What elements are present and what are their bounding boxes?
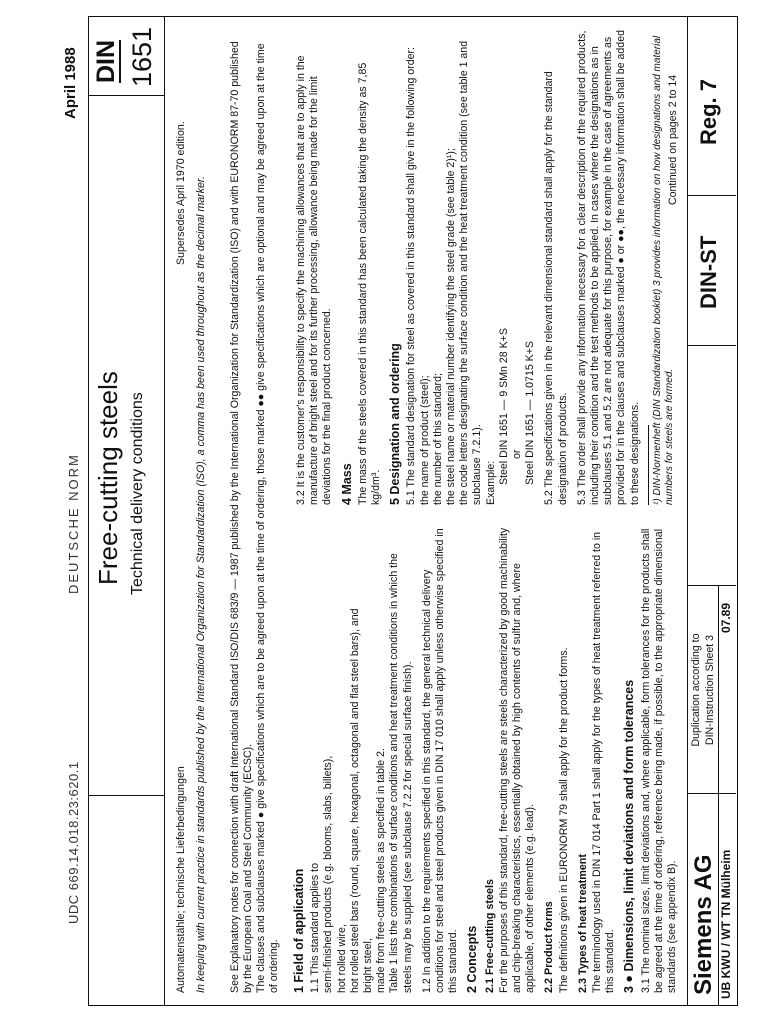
duplication-line-2: DIN-Instruction Sheet 3 [704, 634, 716, 746]
explanatory-note: See Explanatory notes for connection with draft International Standard ISO/DIS 683/9 — 1987 published by the International Organization for Standardization (ISO) and with EURONORM 87-70 published by the European Coal and Steel Community (ECSC). [229, 41, 254, 993]
list-item: the name of product (steel); [418, 375, 431, 505]
blank-cell [89, 795, 164, 1005]
duplication-line-1: Duplication according to [690, 633, 702, 747]
section-4-heading: 4 Mass [339, 463, 354, 505]
continued-note: Continued on pages 2 to 14 [667, 74, 679, 205]
section-2-3: The terminology used in DIN 17 014 Part 1 shall apply for the types of heat treatment referred to in this standard. [591, 531, 617, 993]
section-2-2: The definitions given in EURONORM 79 shall apply for the product forms. [557, 647, 570, 993]
series-name: DEUTSCHE NORM [66, 453, 81, 594]
application-list [322, 525, 388, 993]
designation-list [419, 27, 485, 505]
title-band [89, 17, 165, 1005]
section-5-1: 5.1 The standard designation for steel as covered in this standard shall give in the following order: [405, 47, 418, 505]
section-5-3: 5.3 The order shall provide any information necessary for a clear description of the required products, including their condition and the test methods to be applied. In cases where the designations as in subclauses 5.1 and 5.2 are not adequate for this purpose, for example in the case of agreements as provided for in the clauses and subclauses marked ● or ●●, the necessary information shall be added to these designations. [575, 30, 641, 505]
example-2: Steel DIN 1651 — 1.0715 K+S [524, 341, 537, 485]
udc-code: UDC 669.14.018.23:620.1 [66, 761, 81, 924]
din-number-box [89, 17, 164, 97]
example-label: Example: [484, 460, 497, 505]
document-frame [88, 16, 688, 1006]
duplication-date: 07.89 [719, 602, 733, 633]
supersedes-note: Supersedes April 1970 edition. [175, 121, 187, 265]
din-st-label: DIN-ST [696, 235, 721, 309]
department: UB KWU / WT TN Mülheim [719, 849, 733, 999]
din-st-cell [688, 195, 736, 345]
section-2-heading: 2 Concepts [465, 925, 480, 993]
section-5-heading: 5 Designation and ordering [388, 343, 403, 505]
section-1-1: 1.1 This standard applies to [309, 863, 322, 993]
reg-label: Reg. 7 [696, 78, 721, 145]
example-1: Steel DIN 1651 — 9 SMn 28 K+S [497, 328, 510, 485]
list-item: semi-finished products (e.g. blooms, slabs, billets), [322, 755, 335, 993]
section-2-3-heading: 2.3 Types of heat treatment [576, 854, 589, 993]
list-item: hot rolled wire, [335, 924, 348, 993]
right-column [287, 27, 683, 505]
section-3-heading: 3 ● Dimensions, limit deviations and form tolerances [622, 679, 637, 993]
section-5-2: 5.2 The specifications given in the relevant dimensional standard shall apply for the standard designation of products. [543, 71, 569, 505]
list-item: the number of this standard; [431, 373, 444, 505]
document-subtitle: Technical delivery conditions [129, 392, 146, 595]
blank-footer-cell [688, 345, 736, 585]
list-item: made from free-cutting steels as specified in table 2. [375, 748, 388, 993]
marking-note: The clauses and subclauses marked ● give specifications which are to be agreed upon at the time of ordering, those marked ●● give specifications which are optional and may be agreed upon at the time of ordering. [255, 43, 280, 993]
table-1-note: Table 1 lists the combinations of surface conditions and heat treatment conditions in which the steels may be supplied (see subclause 7.2.2 for special surface finish). [388, 553, 414, 993]
footnote-rule [648, 425, 649, 505]
section-1-heading: 1 Field of application [292, 868, 306, 993]
left-column [287, 525, 685, 993]
section-4-text: The mass of the steels covered in this standard has been calculated taking the density as 7,85 kg/dm³. [356, 62, 383, 505]
section-2-1: For the purposes of this standard, free-cutting steels are steels characterized by good machinability and chip-breaking characteristics, essentially obtained by high contents of sulfur and, where applicable, of other elements (e.g. lead). [497, 527, 537, 993]
company-name: Siemens AG [690, 854, 717, 995]
section-1-2: 1.2 In addition to the requirements specified in this standard, the general technical delivery conditions for steel and steel products given in DIN 17 010 shall apply unless otherwise specified in this standard. [420, 528, 460, 993]
section-3-2: 3.2 It is the customer's responsibility to specify the machining allowances that are to apply in the manufacture of bright steel and for its further processing, allowance being made for the limit deviations for the final product concerned. [295, 55, 334, 505]
section-3-1: 3.1 The nominal sizes, limit deviations and, where applicable, form tolerances for the products shall be agreed at the time of ordering, reference being made, if possible, to the appropriate dimensional standards (see appendix B). [639, 528, 679, 993]
example-or: or [511, 449, 524, 459]
list-item: bright steel, [362, 938, 375, 993]
german-title: Automatenstähle; technische Lieferbedingungen [175, 766, 187, 993]
din-label: DIN [92, 39, 120, 83]
din-number: 1651 [127, 26, 157, 87]
section-2-2-heading: 2.2 Product forms [543, 901, 556, 993]
section-2-1-heading: 2.1 Free-cutting steels [483, 878, 496, 993]
issue-date: April 1988 [62, 47, 79, 119]
list-item: the code letters designating the surface condition and the heat treatment condition (see table 1 and subclause 7.2.1). [458, 40, 484, 505]
list-item: hot rolled steel bars (round, square, hexagonal, octagonal and flat steel bars), and [348, 608, 361, 993]
title-cell [89, 95, 164, 795]
iso-decimal-note: In keeping with current practice in standards published by the International Organization for Standardization (ISO), a comma has been used throughout as the decimal marker. [195, 176, 207, 993]
document-title: Free-cutting steels [93, 371, 123, 585]
footer-bar [688, 16, 738, 1006]
list-item: the steel name or material number identifying the steel grade (see table 2)¹); [445, 148, 458, 505]
footnote: ¹) DIN-Normenheft (DIN Standardization booklet) 3 provides information on how designations and material numbers for steels are formed. [651, 35, 676, 505]
